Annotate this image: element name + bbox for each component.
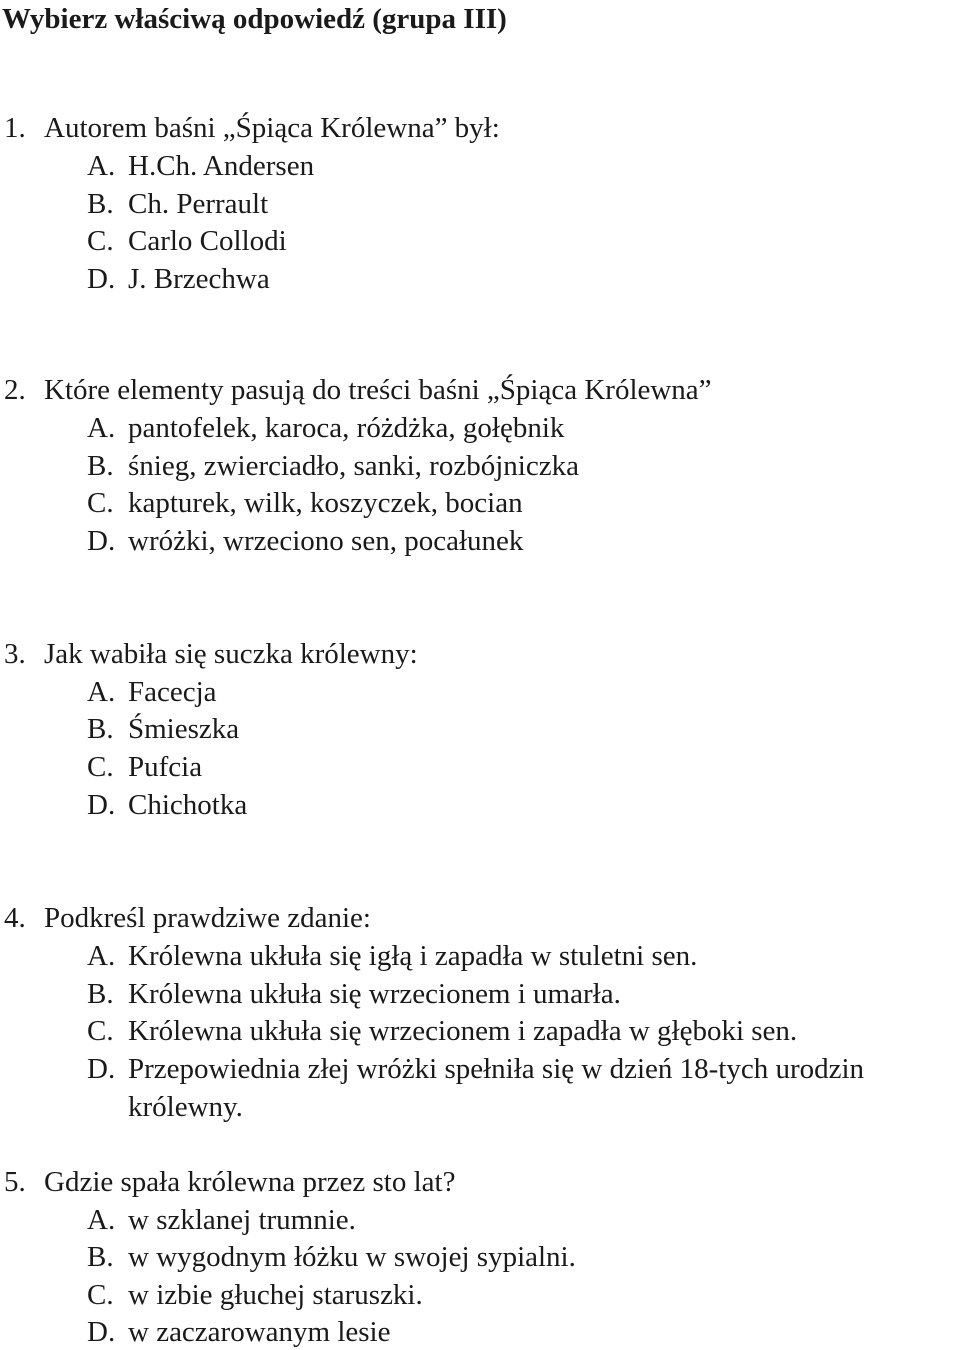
question-number: 1. (4, 112, 26, 144)
option-text: Królewna ukłuła się igłą i zapadła w stuletni sen. (128, 940, 698, 972)
question-text: Jak wabiła się suczka królewny: (44, 638, 418, 670)
option-text: Pufcia (128, 751, 203, 783)
option-text: kapturek, wilk, koszyczek, bocian (128, 487, 523, 519)
question-text: Autorem baśni „Śpiąca Królewna” był: (44, 112, 500, 144)
option-text: pantofelek, karoca, różdżka, gołębnik (128, 412, 565, 444)
page-title: Wybierz właściwą odpowiedź (grupa III) (2, 3, 507, 35)
option-letter: B. (87, 188, 114, 220)
option-text: w wygodnym łóżku w swojej sypialni. (128, 1241, 576, 1273)
option-letter: B. (87, 713, 114, 745)
option-letter: C. (87, 1015, 114, 1047)
option-text-continuation: królewny. (128, 1091, 243, 1123)
option-text: Królewna ukłuła się wrzecionem i umarła. (128, 978, 621, 1010)
option-letter: B. (87, 1241, 114, 1273)
option-text: w szklanej trumnie. (128, 1204, 356, 1236)
option-letter: D. (87, 1053, 116, 1085)
option-text: wróżki, wrzeciono sen, pocałunek (128, 525, 524, 557)
question-number: 5. (4, 1166, 26, 1198)
option-letter: C. (87, 225, 114, 257)
option-text: Chichotka (128, 789, 248, 821)
question-text: Podkreśl prawdziwe zdanie: (44, 902, 371, 934)
option-text: J. Brzechwa (128, 263, 270, 295)
question-number: 4. (4, 902, 26, 934)
option-letter: A. (87, 150, 116, 182)
option-text: Carlo Collodi (128, 225, 287, 257)
option-text: H.Ch. Andersen (128, 150, 315, 182)
option-text: w izbie głuchej staruszki. (128, 1279, 423, 1311)
option-letter: D. (87, 525, 116, 557)
question-text: Gdzie spała królewna przez sto lat? (44, 1166, 456, 1198)
option-text: śnieg, zwierciadło, sanki, rozbójniczka (128, 450, 579, 482)
option-text: Przepowiednia złej wróżki spełniła się w dzień 18-tych urodzin (128, 1053, 865, 1085)
question-number: 2. (4, 374, 26, 406)
option-letter: B. (87, 978, 114, 1010)
option-letter: C. (87, 487, 114, 519)
option-letter: D. (87, 1316, 116, 1348)
option-letter: C. (87, 751, 114, 783)
option-text: w zaczarowanym lesie (128, 1316, 391, 1348)
option-text: Facecja (128, 676, 217, 708)
option-text: Królewna ukłuła się wrzecionem i zapadła w głęboki sen. (128, 1015, 798, 1047)
option-letter: A. (87, 1204, 116, 1236)
option-letter: A. (87, 676, 116, 708)
option-letter: A. (87, 940, 116, 972)
question-number: 3. (4, 638, 26, 670)
option-letter: D. (87, 789, 116, 821)
option-text: Ch. Perrault (128, 188, 269, 220)
option-letter: B. (87, 450, 114, 482)
option-letter: C. (87, 1279, 114, 1311)
option-letter: D. (87, 263, 116, 295)
question-text: Które elementy pasują do treści baśni „Śpiąca Królewna” (44, 374, 712, 406)
option-text: Śmieszka (128, 713, 240, 745)
option-letter: A. (87, 412, 116, 444)
